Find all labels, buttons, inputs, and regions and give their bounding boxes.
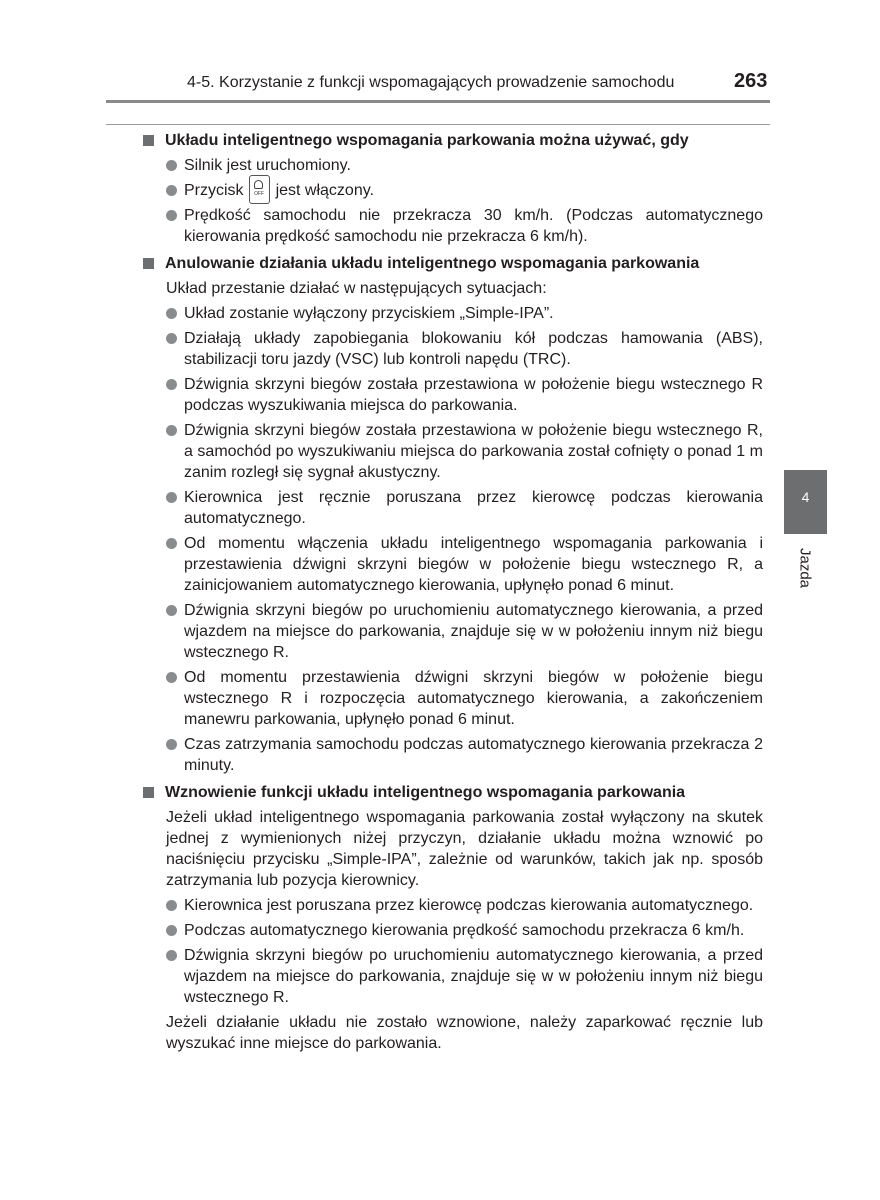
circle-bullet-icon (166, 308, 177, 319)
section-intro: Układ przestanie działać w następujących sytuacjach: (166, 280, 547, 297)
page-number: 263 (734, 70, 768, 92)
list-item (166, 180, 763, 201)
simple-ipa-button-icon (249, 175, 270, 204)
list-item (166, 487, 763, 529)
chapter-tab-number: 4 (801, 489, 810, 505)
list-item-text: Czas zatrzymania samochodu podczas automatycznego kierowania przekracza 2 minuty. (184, 736, 763, 774)
section-heading (142, 782, 763, 803)
circle-bullet-icon (166, 950, 177, 961)
page-content (142, 130, 763, 1054)
section-outro: Jeżeli działanie układu nie zostało wznowione, należy zaparkować ręcznie lub wyszukać inne miejsce do parkowania. (166, 1014, 763, 1052)
circle-bullet-icon (166, 900, 177, 911)
list-item-text: Działają układy zapobiegania blokowaniu kół podczas hamowania (ABS), stabilizacji toru jazdy (VSC) lub kontroli napędu (TRC). (184, 330, 763, 368)
list-item (166, 667, 763, 730)
section-heading (142, 253, 763, 274)
section-rule (106, 124, 770, 125)
running-header-title: 4-5. Korzystanie z funkcji wspomagających prowadzenie samochodu (187, 74, 675, 91)
list-item-text: Dźwignia skrzyni biegów po uruchomieniu automatycznego kierowania, a przed wjazdem na miejsce do parkowania, znajduje się w w położeniu innym niż biegu wstecznego R. (184, 602, 763, 661)
list-item (166, 205, 763, 247)
list-item (166, 895, 763, 916)
circle-bullet-icon (166, 160, 177, 171)
list-item (166, 945, 763, 1008)
circle-bullet-icon (166, 605, 177, 616)
list-item (166, 155, 763, 176)
list-item-text: Dźwignia skrzyni biegów po uruchomieniu automatycznego kierowania, a przed wjazdem na miejsce do parkowania, znajduje się w w położeniu innym niż biegu wstecznego R. (184, 947, 763, 1006)
list-item-text: Dźwignia skrzyni biegów została przestawiona w położenie biegu wstecznego R, a samochód po wyszukiwaniu miejsca do parkowania został cofnięty o ponad 1 m zanim rozległ się sygnał akustyczny. (184, 422, 763, 481)
header-rule (106, 100, 770, 103)
section-heading (142, 130, 763, 151)
list-item-text: Od momentu włączenia układu inteligentnego wspomagania parkowania i przestawienia dźwigni skrzyni biegów w położenie biegu wstecznego R, a zainicjowaniem automatycznego kierowania, upłynęło ponad 6 minut. (184, 535, 763, 594)
list-item-text: Układ zostanie wyłączony przyciskiem „Simple-IPA”. (184, 305, 554, 322)
button-off-label: OFF (254, 191, 265, 198)
list-item-text: Podczas automatycznego kierowania prędkość samochodu przekracza 6 km/h. (184, 922, 745, 939)
list-item-text: Kierownica jest poruszana przez kierowcę podczas kierowania automatycznego. (184, 897, 754, 914)
circle-bullet-icon (166, 379, 177, 390)
list-item (166, 734, 763, 776)
circle-bullet-icon (166, 210, 177, 221)
square-bullet-icon (143, 135, 154, 146)
section-heading-text: Układu inteligentnego wspomagania parkowania można używać, gdy (165, 132, 689, 149)
square-bullet-icon (143, 787, 154, 798)
circle-bullet-icon (166, 425, 177, 436)
list-item (166, 420, 763, 483)
list-item-text-after: jest włączony. (275, 182, 374, 199)
circle-bullet-icon (166, 185, 177, 196)
list-item (166, 303, 763, 324)
list-item (166, 533, 763, 596)
list-item (166, 328, 763, 370)
parking-assist-glyph-icon (254, 180, 263, 189)
list-item-text: Od momentu przestawienia dźwigni skrzyni biegów w położenie biegu wstecznego R i rozpoczęcia automatycznego kierowania, a zakończeniem manewru parkowania, upłynęło ponad 6 minut. (184, 669, 763, 728)
chapter-tab (784, 470, 827, 534)
section-heading-text: Wznowienie funkcji układu inteligentnego wspomagania parkowania (165, 784, 686, 801)
list-item-text: Dźwignia skrzyni biegów została przestawiona w położenie biegu wstecznego R podczas wyszukiwania miejsca do parkowania. (184, 376, 763, 414)
list-item (166, 600, 763, 663)
list-item-text: Silnik jest uruchomiony. (184, 157, 351, 174)
square-bullet-icon (143, 258, 154, 269)
list-item-text: Prędkość samochodu nie przekracza 30 km/h. (Podczas automatycznego kierowania prędkość samochodu nie przekracza 6 km/h). (184, 207, 763, 245)
circle-bullet-icon (166, 672, 177, 683)
list-item (166, 920, 763, 941)
circle-bullet-icon (166, 492, 177, 503)
list-item (166, 374, 763, 416)
section-heading-text: Anulowanie działania układu inteligentnego wspomagania parkowania (165, 255, 700, 272)
circle-bullet-icon (166, 925, 177, 936)
list-item-text-before: Przycisk (184, 182, 244, 199)
circle-bullet-icon (166, 538, 177, 549)
list-item-text (184, 180, 763, 201)
circle-bullet-icon (166, 739, 177, 750)
circle-bullet-icon (166, 333, 177, 344)
section-intro: Jeżeli układ inteligentnego wspomagania parkowania został wyłączony na skutek jednej z wymienionych niżej przyczyn, działanie układu można wznowić po naciśnięciu przycisku „Simple-IPA”, zależnie od warunków, takich jak np. sposób zatrzymania lub pozycja kierownicy. (166, 809, 763, 889)
list-item-text: Kierownica jest ręcznie poruszana przez kierowcę podczas kierowania automatycznego. (184, 489, 763, 527)
chapter-tab-label: Jazda (796, 547, 814, 589)
